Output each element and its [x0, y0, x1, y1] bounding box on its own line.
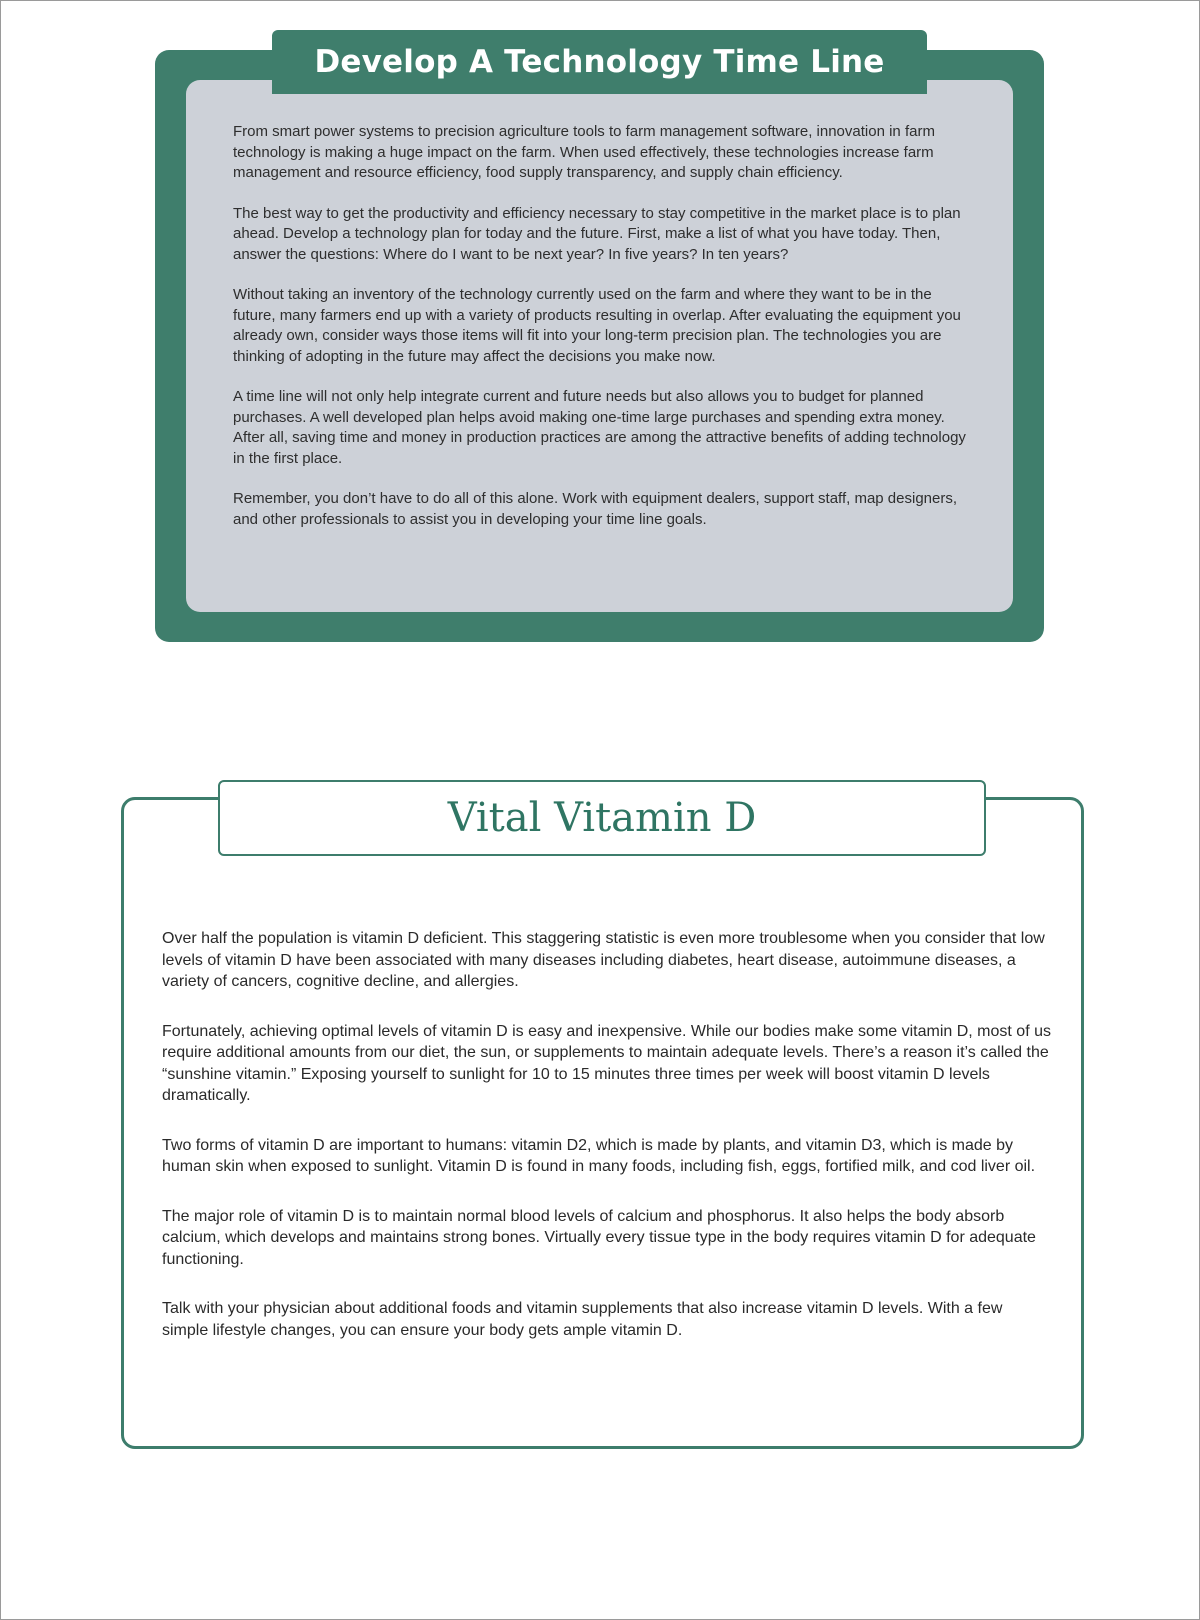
vitamin-paragraph-3: Two forms of vitamin D are important to humans: vitamin D2, which is made by plants, and vitamin D3, which is made by human skin when exposed to sunlight. Vitamin D is found in many foods, including fish, eggs, fortified milk, and cod liver oil. — [162, 1136, 1036, 1175]
vitamin-paragraph-5: Talk with your physician about additional foods and vitamin supplements that also increase vitamin D levels. With a few simple lifestyle changes, you can ensure your body gets ample vitamin D. — [162, 1300, 1003, 1339]
vitamin-section-title-tab — [218, 780, 986, 856]
tech-paragraph-4: A time line will not only help integrate current and future needs but also allows you to budget for planned purchases. A well developed plan helps avoid making one-time large purchases and spending extra money. After all, saving time and money in production practices are among the attractive benefits of adding technology in the first place. — [233, 388, 966, 467]
tech-paragraph-2: The best way to get the productivity and efficiency necessary to stay competitive in the market place is to plan ahead. Develop a technology plan for today and the future. First, make a list of what you have today. Then, answer the questions: Where do I want to be next year? In five years? In ten years? — [233, 204, 961, 263]
tech-section-title: Develop A Technology Time Line — [314, 44, 885, 80]
tech-paragraph-1: From smart power systems to precision agriculture tools to farm management software, innovation in farm technology is making a huge impact on the farm. When used effectively, these technologies increase farm management and resource efficiency, food supply transparency, and supply chain efficiency. — [233, 123, 935, 181]
tech-section-panel — [186, 80, 1013, 612]
vitamin-paragraph-2: Fortunately, achieving optimal levels of vitamin D is easy and inexpensive. While our bodies make some vitamin D, most of us require additional amounts from our diet, the sun, or supplements to maintain adequate levels. There’s a reason it’s called the “sunshine vitamin.” Exposing yourself to sunlight for 10 to 15 minutes three times per week will boost vitamin D levels dramatically. — [162, 1022, 1051, 1104]
vitamin-paragraph-4: The major role of vitamin D is to maintain normal blood levels of calcium and phosphorus. It also helps the body absorb calcium, which develops and maintains strong bones. Virtually every tissue type in the body requires vitamin D for adequate functioning. — [162, 1207, 1036, 1268]
vitamin-section-body — [162, 928, 1052, 1369]
vitamin-paragraph-1: Over half the population is vitamin D deficient. This staggering statistic is even more troublesome when you consider that low levels of vitamin D have been associated with many diseases including diabetes, heart disease, autoimmune diseases, a variety of cancers, cognitive decline, and allergies. — [162, 930, 1045, 990]
tech-paragraph-3: Without taking an inventory of the technology currently used on the farm and where they want to be in the future, many farmers end up with a variety of products resulting in overlap. After evaluating the equipment you already own, consider ways those items will fit into your long-term precision plan. The technologies you are thinking of adopting in the future may affect the decisions you make now. — [233, 286, 961, 365]
tech-section-title-tab — [272, 30, 927, 94]
vitamin-section-title: Vital Vitamin D — [447, 795, 757, 841]
tech-paragraph-5: Remember, you don’t have to do all of this alone. Work with equipment dealers, support staff, map designers, and other professionals to assist you in developing your time line goals. — [233, 490, 958, 528]
